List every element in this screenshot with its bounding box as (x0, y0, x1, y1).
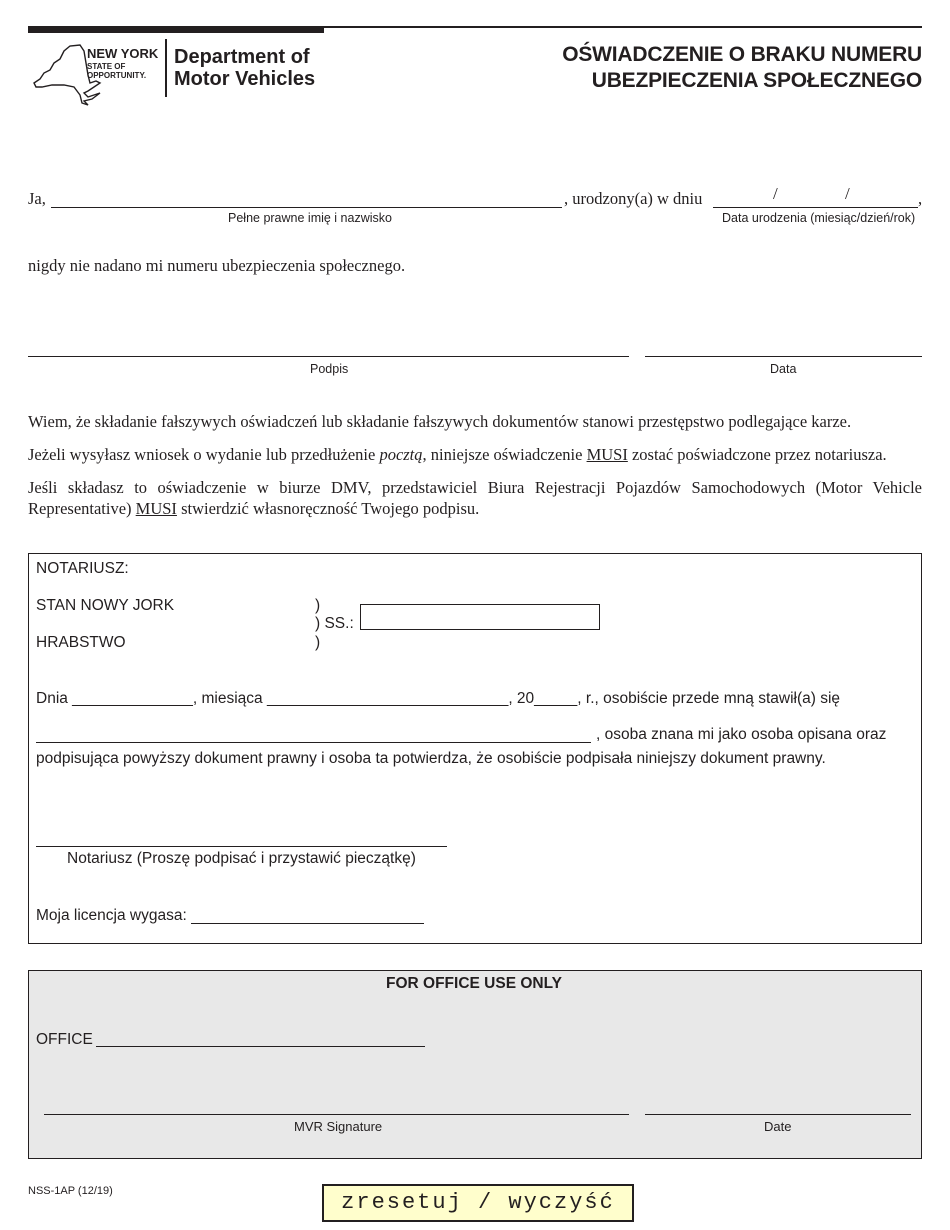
logo-dept-line2: Motor Vehicles (174, 68, 316, 90)
top-rule-thick (28, 26, 324, 33)
date-label: Data (770, 362, 797, 376)
office-field[interactable] (96, 1046, 425, 1047)
notary-signature-label: Notariusz (Proszę podpisać i przystawić pieczątkę) (67, 850, 416, 867)
notary-day-line: Dnia ______________, miesiąca ____________________________, 20_____, r., osobiście przede mną stawił(a) się (36, 690, 841, 707)
notice-dmv-musi: MUSI (135, 499, 177, 518)
name-label: Pełne prawne imię i nazwisko (228, 211, 392, 225)
notice-dmv-a: Jeśli składasz to oświadczenie w biurze DMV, przedstawiciel Biura Rejestracji Pojazdów Samochodowych (Motor Vehicle Representative) (28, 478, 922, 518)
dob-slash-1: / (773, 184, 778, 203)
notice-mail-musi: MUSI (586, 445, 628, 464)
reset-button[interactable]: zresetuj / wyczyść (322, 1184, 634, 1222)
notice-dmv-b: stwierdzić własnoręczność Twojego podpisu. (176, 499, 480, 518)
office-label: OFFICE (36, 1031, 93, 1048)
notary-county: HRABSTWO (36, 634, 126, 651)
dob-label: Data urodzenia (miesiąc/dzień/rok) (722, 211, 916, 225)
signature-field[interactable] (28, 356, 629, 357)
full-name-field[interactable] (51, 207, 562, 208)
page-title (562, 42, 922, 94)
logo-state-line3: OPPORTUNITY. (87, 71, 147, 80)
logo-state-line2: STATE OF (87, 62, 126, 71)
title-line1: OŚWIADCZENIE O BRAKU NUMERU (562, 43, 922, 66)
notice-dmv-office (28, 477, 922, 519)
ja-label: Ja, (28, 189, 46, 208)
signature-label: Podpis (310, 362, 349, 376)
form-id: NSS-1AP (12/19) (28, 1185, 113, 1197)
notice-mail-c: zostać poświadczone przez notariusza. (627, 445, 887, 464)
notary-sign-line: podpisująca powyższy dokument prawny i osoba ta potwierdza, że osobiście podpisała niniejszy dokument prawny. (36, 750, 826, 767)
date-field[interactable] (645, 356, 922, 357)
license-expiry-field[interactable] (191, 923, 424, 924)
statement-text: nigdy nie nadano mi numeru ubezpieczenia społecznego. (28, 256, 406, 275)
notary-heading: NOTARIUSZ: (36, 560, 129, 577)
logo-state-line1: NEW YORK (87, 46, 159, 61)
notary-signature-field[interactable] (36, 846, 447, 847)
notary-known-line: , osoba znana mi jako osoba opisana oraz (596, 726, 887, 743)
notary-ss: ) SS.: (315, 615, 354, 632)
notice-false-statements: Wiem, że składanie fałszywych oświadczeń lub składanie fałszywych dokumentów stanowi przestępstwo podlegające karze. (28, 412, 852, 431)
notary-person-name-field[interactable] (36, 742, 591, 743)
notice-mail-italic: pocztą (379, 445, 423, 464)
notice-mail (28, 444, 922, 465)
county-input[interactable] (360, 604, 600, 630)
notary-state: STAN NOWY JORK (36, 597, 175, 614)
born-label: , urodzony(a) w dniu (564, 189, 703, 208)
mvr-signature-field[interactable] (44, 1114, 629, 1115)
license-label: Moja licencja wygasa: (36, 907, 187, 924)
office-date-field[interactable] (645, 1114, 911, 1115)
dmv-logo (28, 33, 324, 105)
logo-divider (165, 39, 167, 97)
notice-mail-a: Jeżeli wysyłasz wniosek o wydanie lub przedłużenie (28, 445, 380, 464)
notary-paren-3: ) (315, 634, 321, 651)
logo-dept-line1: Department of (174, 46, 310, 68)
dob-comma: , (918, 189, 923, 208)
office-heading: FOR OFFICE USE ONLY (386, 975, 562, 992)
notice-mail-b: , niniejsze oświadczenie (422, 445, 587, 464)
mvr-signature-label: MVR Signature (294, 1119, 383, 1134)
notary-paren-1: ) (315, 597, 321, 614)
dob-field[interactable] (713, 207, 918, 208)
title-line2: UBEZPIECZENIA SPOŁECZNEGO (591, 69, 922, 92)
office-date-label: Date (764, 1119, 792, 1134)
dob-slash-2: / (845, 184, 850, 203)
